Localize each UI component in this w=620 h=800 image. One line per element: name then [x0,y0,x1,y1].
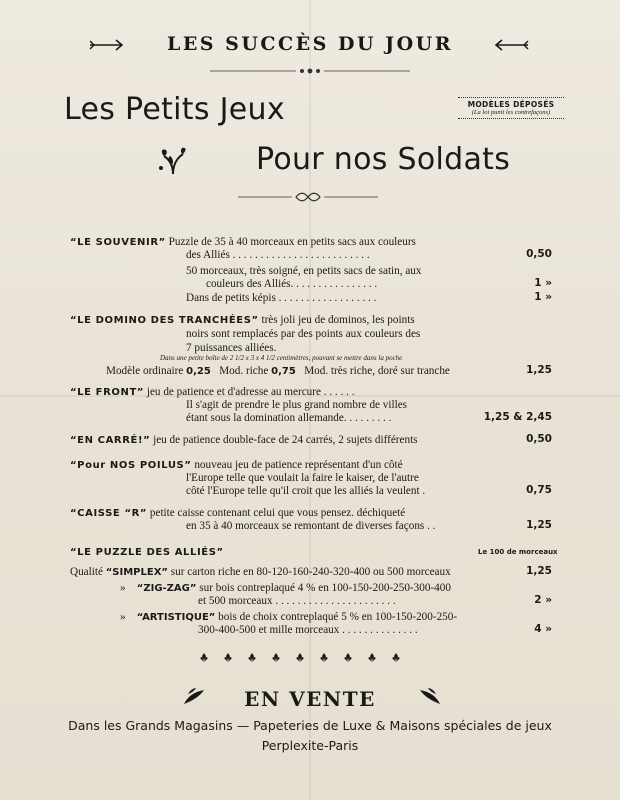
modeles-sub-label: (La loi punit les contrefaçons) [458,109,564,119]
artistique-ditto-mark: » [120,611,126,623]
souvenir-desc-5: Dans de petits képis . . . . . . . . . . . . . . . . . . [186,292,377,304]
carre-row [70,433,418,448]
souvenir-desc-3: 50 morceaux, très soigné, en petits sacs de satin, aux [186,265,422,277]
title-divider-ornament-icon [238,191,378,203]
simplex-row [70,565,451,580]
poilus-name-a: “Pour [70,460,110,471]
domino-model-ordinaire-price: 0,25 [186,366,211,377]
zigzag-desc-2: et 500 morceaux . . . . . . . . . . . . . . . . . . . . . . [198,595,396,607]
simplex-price: 1,25 [526,565,552,577]
poilus-desc-1: nouveau jeu de patience représentant d'un côté [194,459,403,471]
zigzag-desc: sur bois contreplaqué 4 % en 100-150-200-250-300-400 [199,582,451,594]
carre-desc: jeu de patience double-face de 24 carrés, 2 sujets différents [153,434,418,446]
artistique-desc-2: 300-400-500 et mille morceaux . . . . . . . . . . . . . . [198,624,418,636]
domino-desc-3: 7 puissances alliées. [186,342,277,354]
front-desc-3: étant sous la domination allemande. . . . . . . . . [186,412,392,424]
front-desc-2: Il s'agit de prendre le plus grand nombre de villes [186,399,408,411]
modeles-label: MODÈLES DÉPOSÉS [458,97,564,109]
footer-publisher-line: Perplexite-Paris [261,738,359,753]
zigzag-price: 2 » [534,594,552,606]
poilus-desc-3: côté l'Europe telle qu'il croit que les alliés la veulent . [186,485,426,497]
puzzle-title [70,545,224,560]
domino-desc-1: très joli jeu de dominos, les points [261,314,415,326]
header-title: LES SUCCÈS DU JOUR [166,33,454,55]
simplex-desc: sur carton riche en 80-120-160-240-320-400 ou 500 morceaux [170,566,451,578]
floral-sprig-icon [156,146,190,176]
simplex-name: “SIMPLEX” [105,567,168,578]
header-divider-ornament-icon [210,66,410,76]
carre-name: “EN CARRÉ!” [70,435,151,446]
carre-price: 0,50 [526,433,552,445]
souvenir-desc-4: couleurs des Alliés. . . . . . . . . . . . . . . . [206,278,378,290]
main-title-line1: Les Petits Jeux [64,92,285,127]
souvenir-price-2: 1 » [534,277,552,289]
modeles-deposes-stamp [458,97,564,119]
main-title-line2: Pour nos Soldats [256,142,511,177]
caisse-name: “CAISSE “R” [70,508,148,519]
right-leaf-ornament-icon [418,686,442,706]
domino-models-row [106,364,450,379]
artistique-price: 4 » [534,623,552,635]
caisse-desc-2: en 35 à 40 morceaux se remontant de diverses façons . . [186,520,436,532]
domino-model-riche-price: 0,75 [271,366,296,377]
front-name: “LE FRONT” [70,387,145,398]
front-desc-1: jeu de patience et d'adresse au mercure . . . . . . [146,386,355,398]
domino-row-1 [70,313,415,328]
domino-name: “LE DOMINO DES TRANCHÉES” [70,315,259,326]
domino-desc-2: noirs sont remplacés par des points aux couleurs des [186,328,421,340]
caisse-desc-1: petite caisse contenant celui que vous pensez. déchiqueté [149,507,406,519]
puzzle-unit-label: Le 100 de morceaux [478,548,558,556]
footer-shops-line: Dans les Grands Magasins — Papeteries de Luxe & Maisons spéciales de jeux [68,718,552,733]
souvenir-desc-2: des Alliés . . . . . . . . . . . . . . . . . . . . . . . . . [186,249,370,261]
en-vente-heading: EN VENTE [244,687,376,711]
souvenir-name: “LE SOUVENIR” [70,237,166,248]
caisse-price: 1,25 [526,519,552,531]
fleur-ornament-row-icon [198,652,422,664]
domino-model-riche: Mod. riche [219,365,269,377]
right-arrow-ornament-icon [494,39,530,51]
souvenir-price-3: 1 » [534,291,552,303]
poilus-name-b: NOS POILUS” [109,460,192,471]
poilus-price: 0,75 [526,484,552,496]
puzzle-name: “LE PUZZLE DES ALLIÉS” [70,547,224,558]
souvenir-price-1: 0,50 [526,248,552,260]
poilus-desc-2: l'Europe telle que voulait la faire le kaiser, de l'autre [186,472,419,484]
artistique-name: “ARTISTIQUE” [136,612,216,623]
simplex-prefix: Qualité [70,566,103,578]
zigzag-ditto-mark: » [120,582,126,594]
domino-model-tres-riche: Mod. très riche, doré sur tranche [304,365,450,377]
domino-model-ordinaire: Modèle ordinaire [106,365,184,377]
artistique-desc: bois de choix contreplaqué 5 % en 100-150-200-250- [218,611,458,623]
domino-model-tres-riche-price: 1,25 [526,364,552,376]
souvenir-desc-1: Puzzle de 35 à 40 morceaux en petits sacs aux couleurs [168,236,416,248]
domino-note: Dans une petite boîte de 2 1/2 x 3 x 4 1/2 centimètres, pouvant se mettre dans la poche [160,354,403,362]
zigzag-name: “ZIG-ZAG” [136,583,197,594]
front-price: 1,25 & 2,45 [483,411,552,423]
